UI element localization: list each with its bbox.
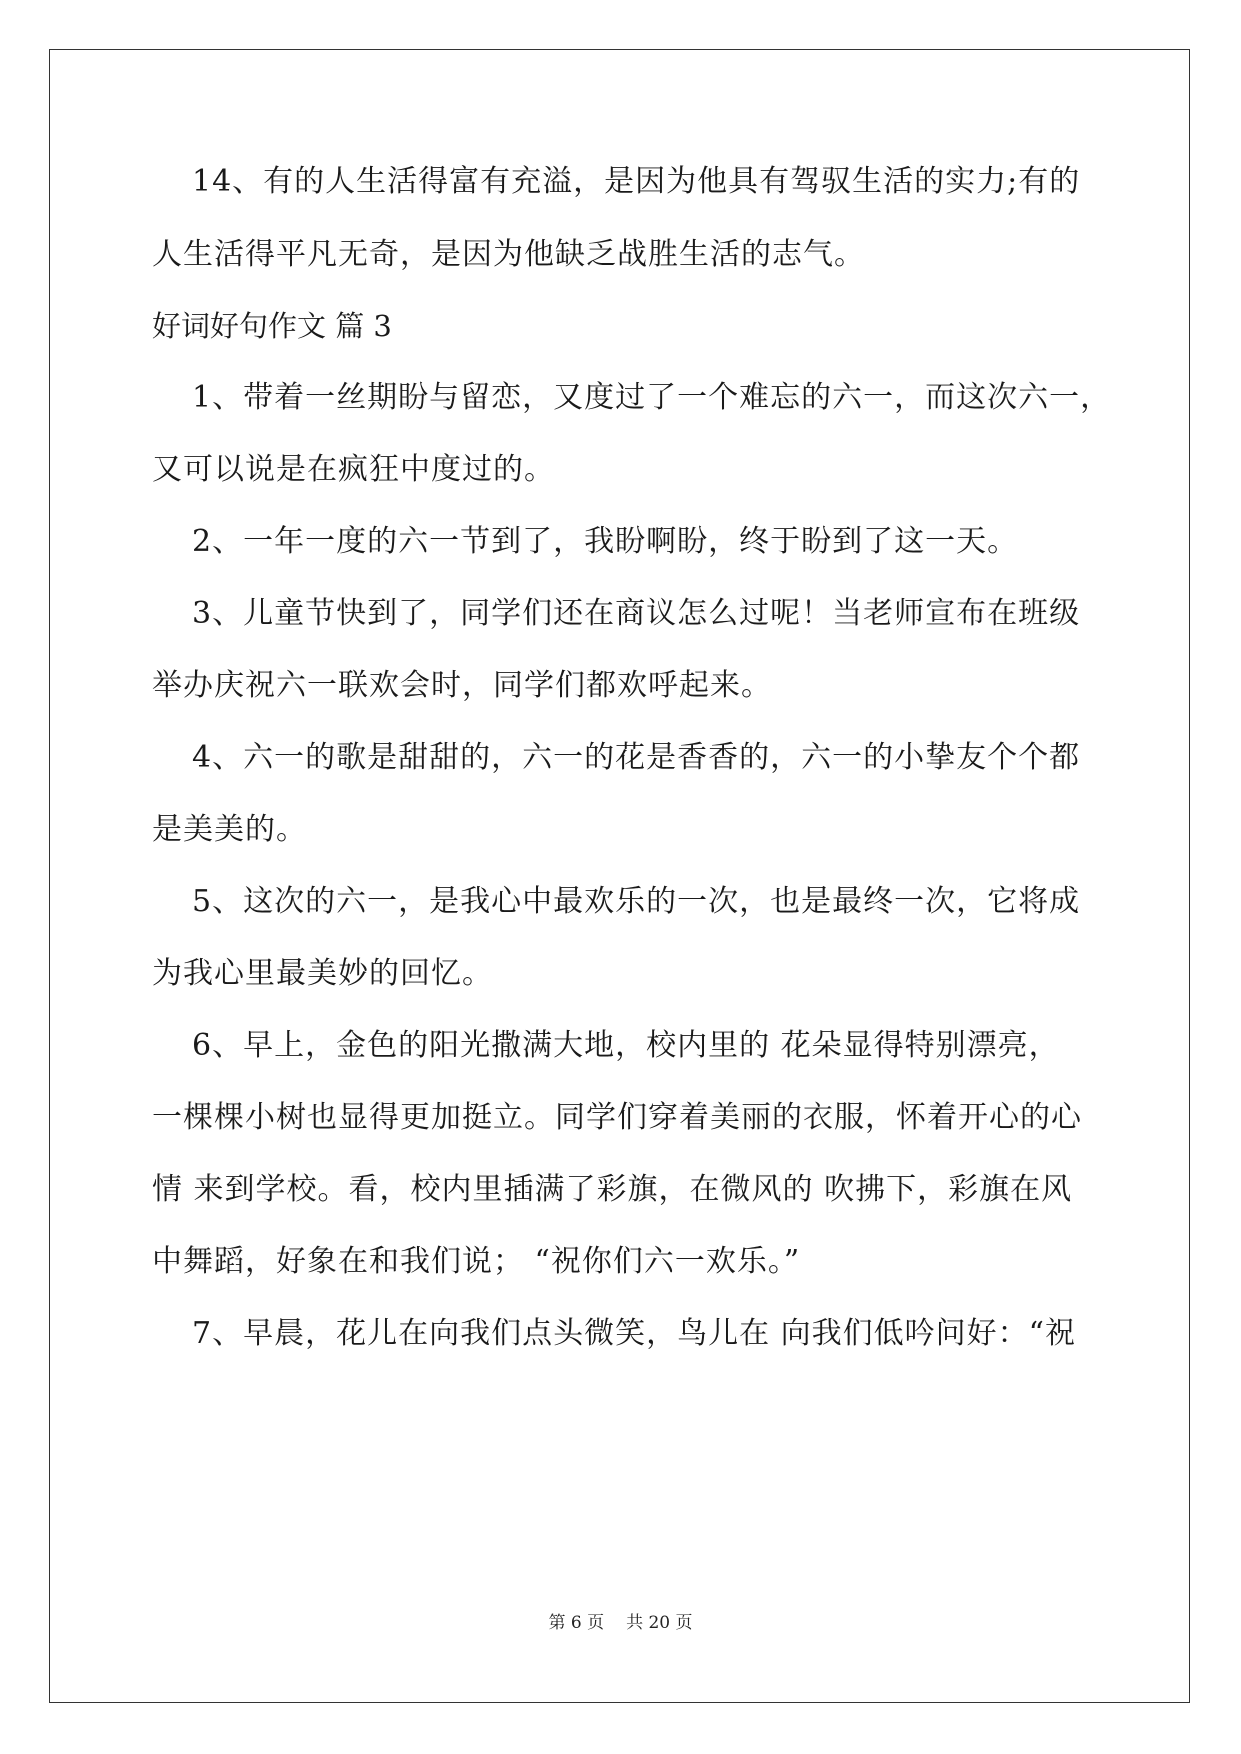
text-line: 举办庆祝六一联欢会时，同学们都欢呼起来。 [152, 668, 772, 703]
page-total: 共 20 页 [626, 1613, 693, 1633]
text-line: 4、六一的歌是甜甜的，六一的花是香香的，六一的小挚友个个都 [192, 740, 1081, 775]
text-line: 一棵棵小树也显得更加挺立。同学们穿着美丽的衣服，怀着开心的心 [152, 1100, 1082, 1135]
text-line: 为我心里最美妙的回忆。 [152, 956, 493, 991]
text-line: 2、一年一度的六一节到了，我盼啊盼，终于盼到了这一天。 [192, 524, 1019, 559]
text-line: 是美美的。 [152, 812, 307, 847]
text-line: 人生活得平凡无奇，是因为他缺乏战胜生活的志气。 [152, 237, 865, 272]
section-heading: 好词好句作文 篇 3 [152, 309, 392, 343]
page-border [49, 49, 1190, 1703]
text-line: 1、带着一丝期盼与留恋，又度过了一个难忘的六一，而这次六一， [192, 380, 1112, 415]
text-line: 7、早晨，花儿在向我们点头微笑，鸟儿在 向我们低吟问好：“祝 [192, 1316, 1076, 1351]
text-line: 情 来到学校。看，校内里插满了彩旗，在微风的 吹拂下，彩旗在风 [152, 1172, 1073, 1207]
page-footer [0, 1611, 1241, 1635]
text-line: 5、这次的六一，是我心中最欢乐的一次，也是最终一次，它将成 [192, 884, 1081, 919]
text-line: 14、有的人生活得富有充溢，是因为他具有驾驭生活的实力;有的 [192, 164, 1081, 199]
text-line: 中舞蹈，好象在和我们说； “祝你们六一欢乐。” [152, 1244, 801, 1279]
text-line: 6、早上，金色的阳光撒满大地，校内里的 花朵显得特别漂亮， [192, 1028, 1060, 1063]
text-line: 3、儿童节快到了，同学们还在商议怎么过呢！当老师宣布在班级 [192, 596, 1081, 631]
page-number: 第 6 页 [548, 1613, 605, 1633]
text-line: 又可以说是在疯狂中度过的。 [152, 452, 555, 487]
